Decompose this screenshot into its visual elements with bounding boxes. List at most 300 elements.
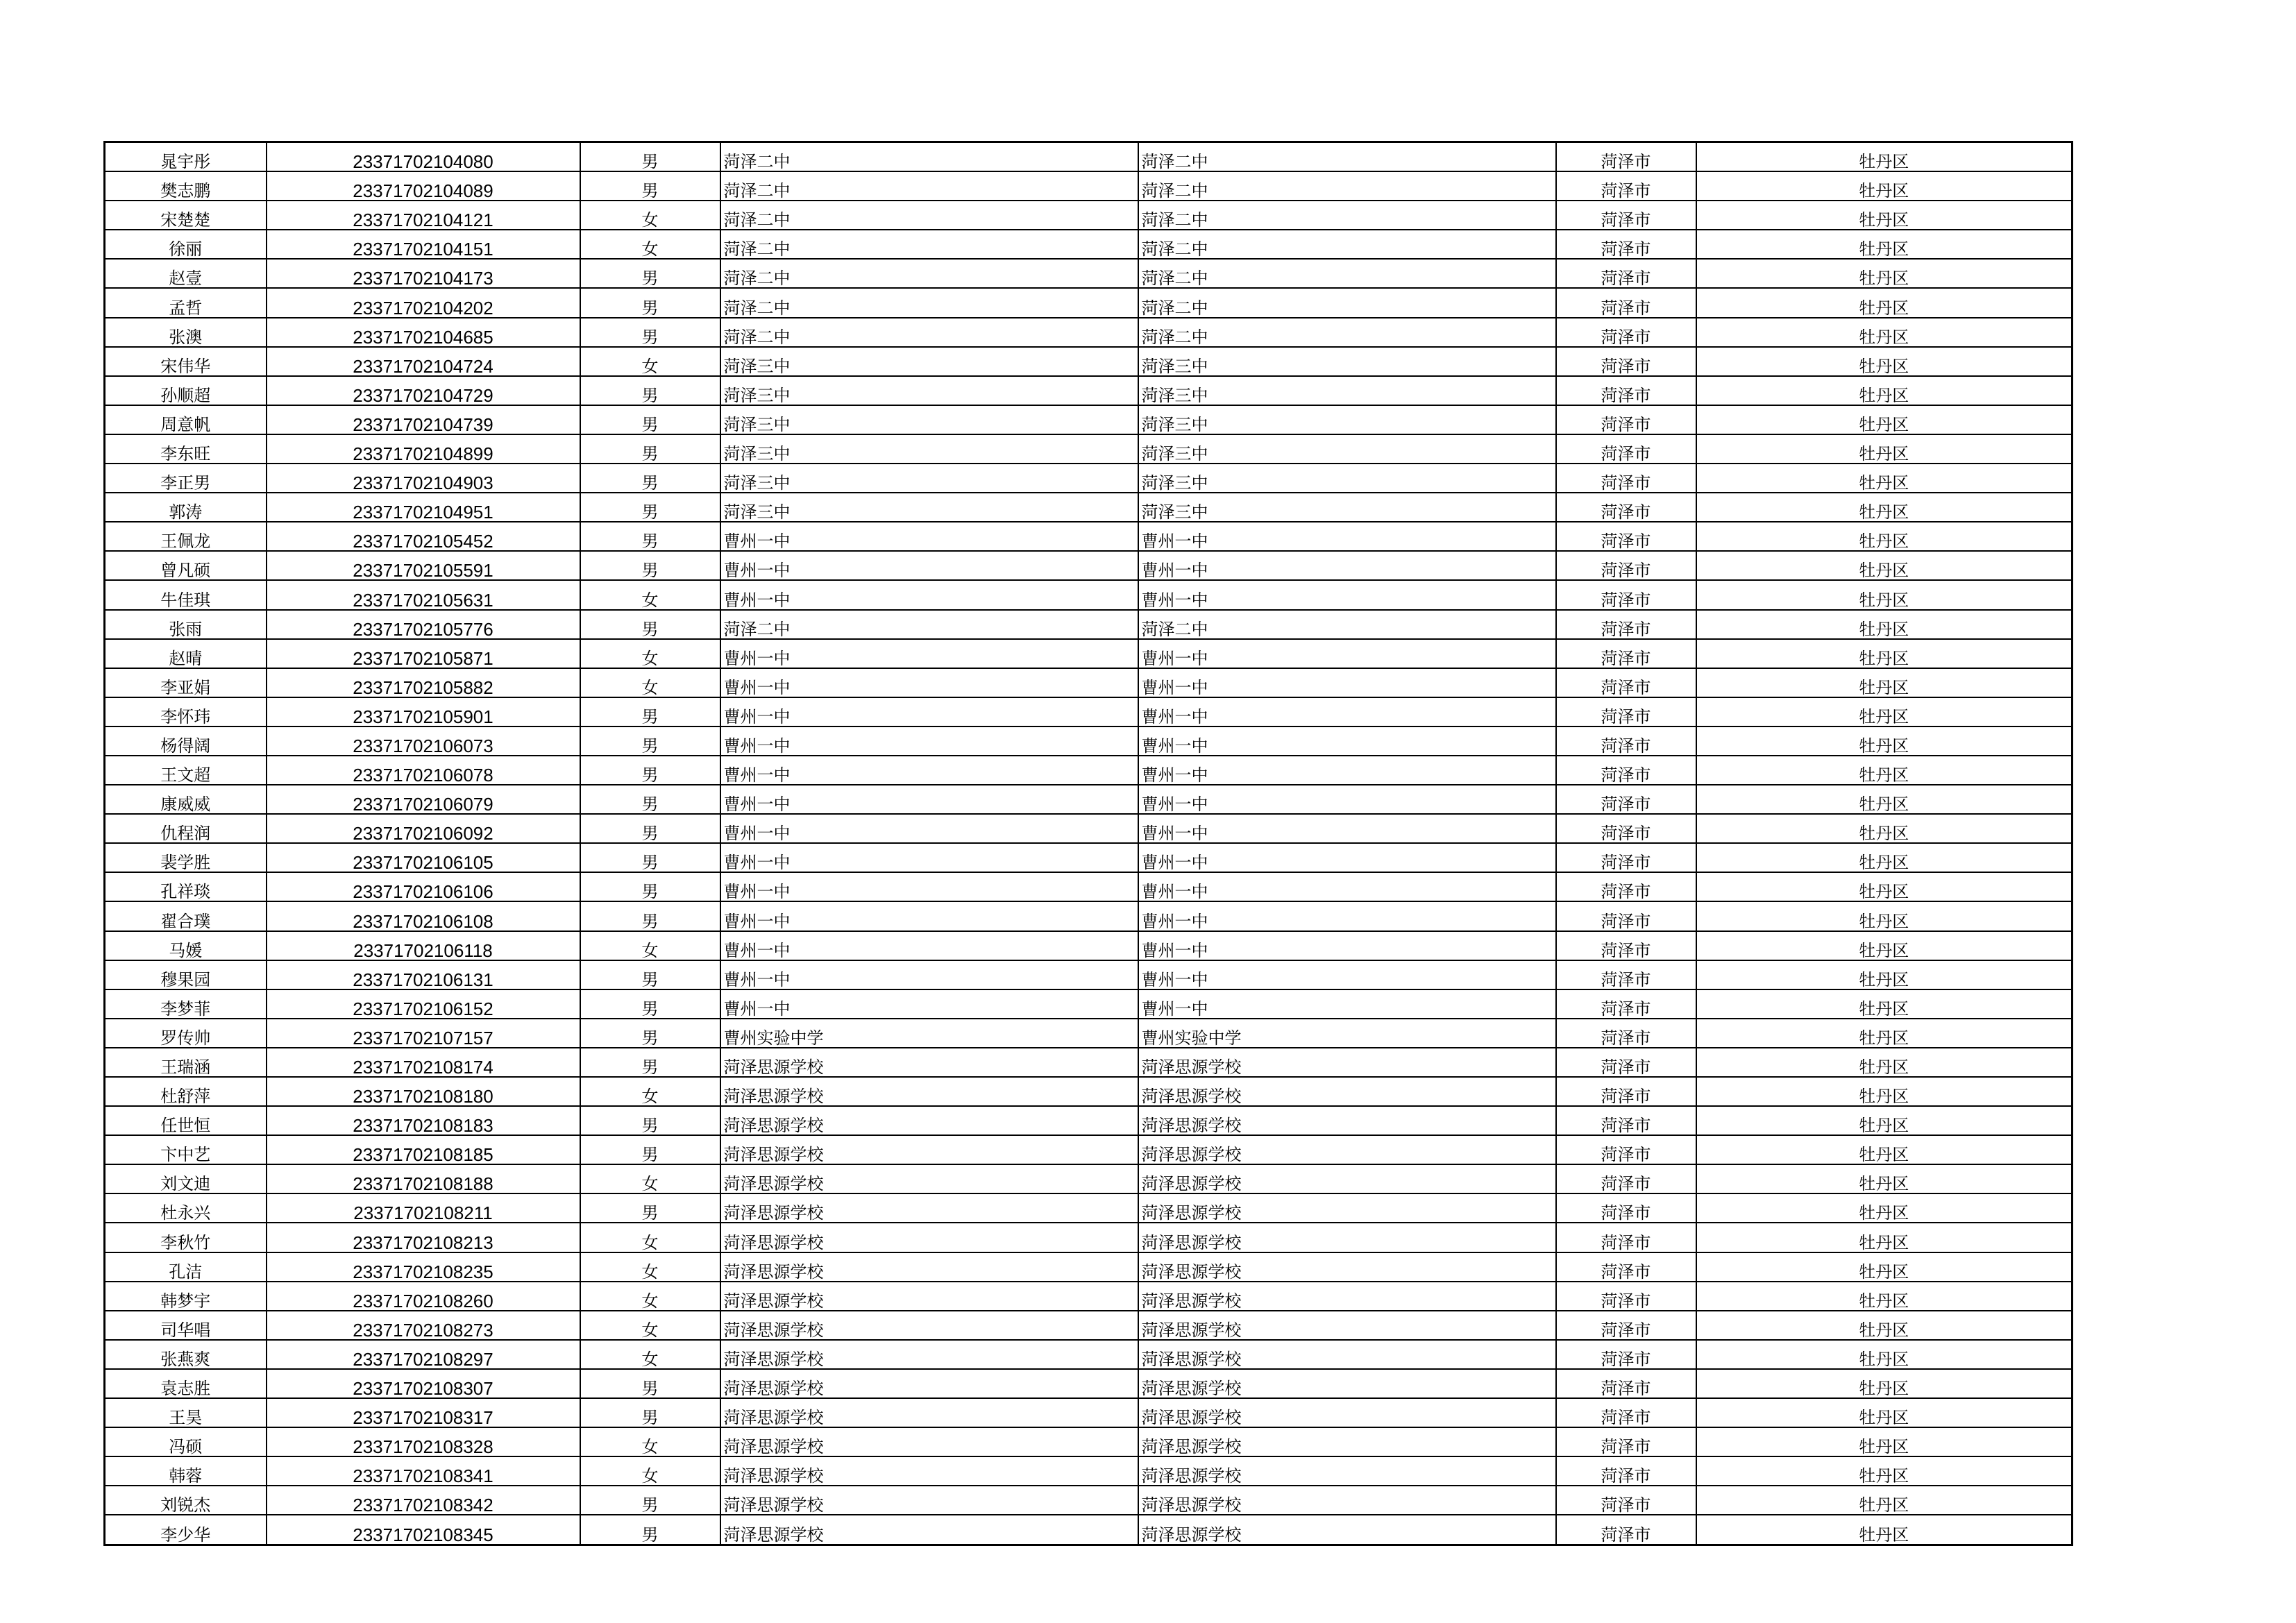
gender-cell: 女 — [580, 201, 720, 230]
gender-cell: 男 — [580, 142, 720, 172]
exam-number-cell: 23371702108297 — [267, 1340, 580, 1369]
gender-cell: 女 — [580, 1311, 720, 1340]
city-cell: 菏泽市 — [1556, 1048, 1696, 1077]
student-name-cell: 刘锐杰 — [105, 1486, 267, 1515]
city-cell: 菏泽市 — [1556, 1164, 1696, 1193]
city-cell: 菏泽市 — [1556, 639, 1696, 668]
city-cell: 菏泽市 — [1556, 288, 1696, 317]
student-name-cell: 徐丽 — [105, 230, 267, 259]
school-cell: 曹州一中 — [720, 580, 1138, 609]
exam-number-cell: 23371702108328 — [267, 1427, 580, 1456]
city-cell: 菏泽市 — [1556, 464, 1696, 493]
exam-number-cell: 23371702106092 — [267, 814, 580, 843]
table-row — [105, 1398, 2073, 1427]
table-row — [105, 697, 2073, 726]
school-secondary-cell: 曹州一中 — [1138, 785, 1556, 814]
district-cell: 牡丹区 — [1696, 1048, 2073, 1077]
school-secondary-cell: 菏泽二中 — [1138, 259, 1556, 288]
school-cell: 曹州一中 — [720, 785, 1138, 814]
district-cell: 牡丹区 — [1696, 376, 2073, 405]
exam-number-cell: 23371702108317 — [267, 1398, 580, 1427]
exam-number-cell: 23371702106079 — [267, 785, 580, 814]
table-row — [105, 989, 2073, 1019]
city-cell: 菏泽市 — [1556, 960, 1696, 989]
gender-cell: 男 — [580, 1019, 720, 1048]
table-row — [105, 288, 2073, 317]
city-cell: 菏泽市 — [1556, 318, 1696, 347]
gender-cell: 男 — [580, 697, 720, 726]
city-cell: 菏泽市 — [1556, 1340, 1696, 1369]
city-cell: 菏泽市 — [1556, 668, 1696, 697]
city-cell: 菏泽市 — [1556, 493, 1696, 522]
city-cell: 菏泽市 — [1556, 551, 1696, 580]
school-cell: 曹州一中 — [720, 872, 1138, 901]
school-cell: 菏泽二中 — [720, 259, 1138, 288]
exam-number-cell: 23371702108174 — [267, 1048, 580, 1077]
school-secondary-cell: 曹州一中 — [1138, 551, 1556, 580]
table-row — [105, 493, 2073, 522]
exam-number-cell: 23371702106078 — [267, 756, 580, 785]
exam-number-cell: 23371702104173 — [267, 259, 580, 288]
school-cell: 菏泽思源学校 — [720, 1311, 1138, 1340]
school-cell: 菏泽三中 — [720, 493, 1138, 522]
table-row — [105, 1282, 2073, 1311]
school-secondary-cell: 曹州实验中学 — [1138, 1019, 1556, 1048]
table-row — [105, 843, 2073, 872]
school-cell: 菏泽思源学校 — [720, 1456, 1138, 1486]
school-cell: 曹州一中 — [720, 668, 1138, 697]
gender-cell: 男 — [580, 610, 720, 639]
table-row — [105, 259, 2073, 288]
gender-cell: 男 — [580, 288, 720, 317]
school-secondary-cell: 菏泽二中 — [1138, 610, 1556, 639]
district-cell: 牡丹区 — [1696, 960, 2073, 989]
gender-cell: 女 — [580, 347, 720, 376]
table-row — [105, 1019, 2073, 1048]
student-name-cell: 李少华 — [105, 1515, 267, 1545]
school-cell: 曹州一中 — [720, 726, 1138, 756]
student-name-cell: 王昊 — [105, 1398, 267, 1427]
student-name-cell: 袁志胜 — [105, 1369, 267, 1398]
district-cell: 牡丹区 — [1696, 1252, 2073, 1282]
student-name-cell: 翟合璞 — [105, 901, 267, 931]
school-cell: 菏泽思源学校 — [720, 1398, 1138, 1427]
student-name-cell: 赵壹 — [105, 259, 267, 288]
district-cell: 牡丹区 — [1696, 1282, 2073, 1311]
school-cell: 菏泽思源学校 — [720, 1252, 1138, 1282]
gender-cell: 男 — [580, 1135, 720, 1164]
student-name-cell: 李亚娟 — [105, 668, 267, 697]
exam-number-cell: 23371702104089 — [267, 171, 580, 201]
city-cell: 菏泽市 — [1556, 405, 1696, 434]
city-cell: 菏泽市 — [1556, 434, 1696, 464]
school-cell: 菏泽三中 — [720, 376, 1138, 405]
student-name-cell: 周意帆 — [105, 405, 267, 434]
school-secondary-cell: 菏泽思源学校 — [1138, 1311, 1556, 1340]
gender-cell: 男 — [580, 785, 720, 814]
gender-cell: 女 — [580, 1427, 720, 1456]
gender-cell: 女 — [580, 1252, 720, 1282]
district-cell: 牡丹区 — [1696, 1515, 2073, 1545]
gender-cell: 男 — [580, 171, 720, 201]
school-secondary-cell: 菏泽三中 — [1138, 347, 1556, 376]
student-name-cell: 卞中艺 — [105, 1135, 267, 1164]
city-cell: 菏泽市 — [1556, 1515, 1696, 1545]
district-cell: 牡丹区 — [1696, 785, 2073, 814]
school-cell: 曹州一中 — [720, 522, 1138, 551]
school-cell: 菏泽二中 — [720, 171, 1138, 201]
gender-cell: 男 — [580, 318, 720, 347]
city-cell: 菏泽市 — [1556, 1456, 1696, 1486]
table-row — [105, 580, 2073, 609]
district-cell: 牡丹区 — [1696, 522, 2073, 551]
district-cell: 牡丹区 — [1696, 872, 2073, 901]
district-cell: 牡丹区 — [1696, 580, 2073, 609]
school-secondary-cell: 菏泽思源学校 — [1138, 1340, 1556, 1369]
city-cell: 菏泽市 — [1556, 171, 1696, 201]
school-cell: 曹州一中 — [720, 931, 1138, 960]
school-cell: 菏泽思源学校 — [720, 1164, 1138, 1193]
district-cell: 牡丹区 — [1696, 610, 2073, 639]
gender-cell: 男 — [580, 756, 720, 785]
school-secondary-cell: 菏泽思源学校 — [1138, 1486, 1556, 1515]
school-cell: 曹州一中 — [720, 960, 1138, 989]
student-name-cell: 李秋竹 — [105, 1223, 267, 1252]
table-row — [105, 376, 2073, 405]
school-secondary-cell: 菏泽三中 — [1138, 464, 1556, 493]
gender-cell: 男 — [580, 814, 720, 843]
exam-number-cell: 23371702104202 — [267, 288, 580, 317]
gender-cell: 女 — [580, 1077, 720, 1106]
student-roster-table — [103, 141, 2073, 1546]
table-row — [105, 171, 2073, 201]
exam-number-cell: 23371702108307 — [267, 1369, 580, 1398]
city-cell: 菏泽市 — [1556, 1223, 1696, 1252]
school-secondary-cell: 曹州一中 — [1138, 756, 1556, 785]
city-cell: 菏泽市 — [1556, 1282, 1696, 1311]
exam-number-cell: 23371702105871 — [267, 639, 580, 668]
school-secondary-cell: 菏泽三中 — [1138, 434, 1556, 464]
table-row — [105, 814, 2073, 843]
city-cell: 菏泽市 — [1556, 1398, 1696, 1427]
school-cell: 曹州一中 — [720, 551, 1138, 580]
district-cell: 牡丹区 — [1696, 1106, 2073, 1135]
school-cell: 曹州一中 — [720, 814, 1138, 843]
student-name-cell: 张澳 — [105, 318, 267, 347]
school-secondary-cell: 菏泽思源学校 — [1138, 1515, 1556, 1545]
gender-cell: 男 — [580, 901, 720, 931]
table-row — [105, 901, 2073, 931]
school-secondary-cell: 曹州一中 — [1138, 843, 1556, 872]
table-row — [105, 434, 2073, 464]
student-name-cell: 孙顺超 — [105, 376, 267, 405]
exam-number-cell: 23371702108211 — [267, 1193, 580, 1223]
exam-number-cell: 23371702106073 — [267, 726, 580, 756]
district-cell: 牡丹区 — [1696, 142, 2073, 172]
school-cell: 菏泽思源学校 — [720, 1340, 1138, 1369]
school-cell: 曹州一中 — [720, 697, 1138, 726]
table-row — [105, 1077, 2073, 1106]
table-row — [105, 1427, 2073, 1456]
city-cell: 菏泽市 — [1556, 989, 1696, 1019]
school-cell: 菏泽思源学校 — [720, 1369, 1138, 1398]
school-cell: 菏泽二中 — [720, 288, 1138, 317]
gender-cell: 男 — [580, 726, 720, 756]
district-cell: 牡丹区 — [1696, 288, 2073, 317]
city-cell: 菏泽市 — [1556, 142, 1696, 172]
student-name-cell: 孔洁 — [105, 1252, 267, 1282]
city-cell: 菏泽市 — [1556, 376, 1696, 405]
city-cell: 菏泽市 — [1556, 1077, 1696, 1106]
school-secondary-cell: 菏泽思源学校 — [1138, 1223, 1556, 1252]
gender-cell: 男 — [580, 1048, 720, 1077]
school-cell: 曹州一中 — [720, 901, 1138, 931]
gender-cell: 男 — [580, 434, 720, 464]
school-secondary-cell: 菏泽思源学校 — [1138, 1193, 1556, 1223]
city-cell: 菏泽市 — [1556, 230, 1696, 259]
school-secondary-cell: 菏泽思源学校 — [1138, 1252, 1556, 1282]
exam-number-cell: 23371702106106 — [267, 872, 580, 901]
district-cell: 牡丹区 — [1696, 989, 2073, 1019]
exam-number-cell: 23371702104951 — [267, 493, 580, 522]
school-cell: 曹州一中 — [720, 843, 1138, 872]
gender-cell: 男 — [580, 872, 720, 901]
school-cell: 菏泽思源学校 — [720, 1048, 1138, 1077]
student-name-cell: 韩蓉 — [105, 1456, 267, 1486]
exam-number-cell: 23371702104903 — [267, 464, 580, 493]
district-cell: 牡丹区 — [1696, 318, 2073, 347]
district-cell: 牡丹区 — [1696, 1456, 2073, 1486]
city-cell: 菏泽市 — [1556, 1019, 1696, 1048]
exam-number-cell: 23371702108341 — [267, 1456, 580, 1486]
school-secondary-cell: 菏泽二中 — [1138, 171, 1556, 201]
gender-cell: 女 — [580, 931, 720, 960]
school-cell: 曹州实验中学 — [720, 1019, 1138, 1048]
table-row — [105, 785, 2073, 814]
student-name-cell: 王瑞涵 — [105, 1048, 267, 1077]
school-cell: 菏泽二中 — [720, 201, 1138, 230]
school-secondary-cell: 菏泽三中 — [1138, 493, 1556, 522]
exam-number-cell: 23371702104080 — [267, 142, 580, 172]
table-row — [105, 756, 2073, 785]
exam-number-cell: 23371702108273 — [267, 1311, 580, 1340]
gender-cell: 男 — [580, 522, 720, 551]
district-cell: 牡丹区 — [1696, 1369, 2073, 1398]
table-row — [105, 960, 2073, 989]
exam-number-cell: 23371702105882 — [267, 668, 580, 697]
city-cell: 菏泽市 — [1556, 1369, 1696, 1398]
school-cell: 菏泽三中 — [720, 405, 1138, 434]
student-name-cell: 裴学胜 — [105, 843, 267, 872]
exam-number-cell: 23371702107157 — [267, 1019, 580, 1048]
student-name-cell: 曾凡硕 — [105, 551, 267, 580]
student-name-cell: 冯硕 — [105, 1427, 267, 1456]
gender-cell: 男 — [580, 1515, 720, 1545]
exam-number-cell: 23371702108345 — [267, 1515, 580, 1545]
gender-cell: 女 — [580, 1282, 720, 1311]
school-secondary-cell: 菏泽思源学校 — [1138, 1048, 1556, 1077]
school-secondary-cell: 曹州一中 — [1138, 580, 1556, 609]
table-row — [105, 1048, 2073, 1077]
district-cell: 牡丹区 — [1696, 259, 2073, 288]
student-name-cell: 仇程润 — [105, 814, 267, 843]
district-cell: 牡丹区 — [1696, 171, 2073, 201]
gender-cell: 女 — [580, 668, 720, 697]
school-secondary-cell: 菏泽二中 — [1138, 230, 1556, 259]
table-row — [105, 639, 2073, 668]
exam-number-cell: 23371702106105 — [267, 843, 580, 872]
school-secondary-cell: 菏泽思源学校 — [1138, 1077, 1556, 1106]
table-row — [105, 610, 2073, 639]
school-cell: 菏泽思源学校 — [720, 1515, 1138, 1545]
district-cell: 牡丹区 — [1696, 1398, 2073, 1427]
student-name-cell: 樊志鹏 — [105, 171, 267, 201]
student-name-cell: 宋楚楚 — [105, 201, 267, 230]
gender-cell: 男 — [580, 1106, 720, 1135]
school-secondary-cell: 曹州一中 — [1138, 814, 1556, 843]
table-row — [105, 1369, 2073, 1398]
student-name-cell: 任世恒 — [105, 1106, 267, 1135]
student-name-cell: 张雨 — [105, 610, 267, 639]
school-secondary-cell: 菏泽二中 — [1138, 142, 1556, 172]
exam-number-cell: 23371702104121 — [267, 201, 580, 230]
student-name-cell: 罗传帅 — [105, 1019, 267, 1048]
exam-number-cell: 23371702104739 — [267, 405, 580, 434]
school-cell: 菏泽三中 — [720, 347, 1138, 376]
table-row — [105, 1106, 2073, 1135]
school-secondary-cell: 曹州一中 — [1138, 901, 1556, 931]
school-cell: 曹州一中 — [720, 756, 1138, 785]
city-cell: 菏泽市 — [1556, 201, 1696, 230]
city-cell: 菏泽市 — [1556, 931, 1696, 960]
gender-cell: 男 — [580, 376, 720, 405]
exam-number-cell: 23371702104685 — [267, 318, 580, 347]
school-secondary-cell: 曹州一中 — [1138, 522, 1556, 551]
table-row — [105, 318, 2073, 347]
district-cell: 牡丹区 — [1696, 551, 2073, 580]
city-cell: 菏泽市 — [1556, 1486, 1696, 1515]
district-cell: 牡丹区 — [1696, 668, 2073, 697]
school-cell: 菏泽二中 — [720, 230, 1138, 259]
student-name-cell: 马媛 — [105, 931, 267, 960]
school-secondary-cell: 曹州一中 — [1138, 960, 1556, 989]
table-row — [105, 1135, 2073, 1164]
gender-cell: 男 — [580, 405, 720, 434]
table-row — [105, 1515, 2073, 1545]
city-cell: 菏泽市 — [1556, 1311, 1696, 1340]
school-cell: 菏泽二中 — [720, 318, 1138, 347]
student-name-cell: 张燕爽 — [105, 1340, 267, 1369]
school-secondary-cell: 曹州一中 — [1138, 639, 1556, 668]
student-name-cell: 杨得阔 — [105, 726, 267, 756]
school-secondary-cell: 曹州一中 — [1138, 726, 1556, 756]
gender-cell: 男 — [580, 989, 720, 1019]
school-cell: 菏泽思源学校 — [720, 1427, 1138, 1456]
exam-number-cell: 23371702108342 — [267, 1486, 580, 1515]
school-cell: 菏泽三中 — [720, 464, 1138, 493]
school-cell: 菏泽思源学校 — [720, 1077, 1138, 1106]
school-cell: 菏泽思源学校 — [720, 1106, 1138, 1135]
school-cell: 菏泽思源学校 — [720, 1193, 1138, 1223]
exam-number-cell: 23371702104729 — [267, 376, 580, 405]
table-row — [105, 872, 2073, 901]
student-name-cell: 李正男 — [105, 464, 267, 493]
school-secondary-cell: 菏泽思源学校 — [1138, 1135, 1556, 1164]
table-row — [105, 405, 2073, 434]
gender-cell: 女 — [580, 1456, 720, 1486]
district-cell: 牡丹区 — [1696, 639, 2073, 668]
gender-cell: 男 — [580, 1486, 720, 1515]
exam-number-cell: 23371702108235 — [267, 1252, 580, 1282]
gender-cell: 男 — [580, 551, 720, 580]
district-cell: 牡丹区 — [1696, 726, 2073, 756]
school-secondary-cell: 曹州一中 — [1138, 872, 1556, 901]
school-secondary-cell: 菏泽二中 — [1138, 288, 1556, 317]
city-cell: 菏泽市 — [1556, 697, 1696, 726]
school-cell: 菏泽二中 — [720, 142, 1138, 172]
district-cell: 牡丹区 — [1696, 756, 2073, 785]
city-cell: 菏泽市 — [1556, 347, 1696, 376]
table-row — [105, 230, 2073, 259]
student-name-cell: 杜舒萍 — [105, 1077, 267, 1106]
school-secondary-cell: 菏泽思源学校 — [1138, 1427, 1556, 1456]
student-name-cell: 晁宇彤 — [105, 142, 267, 172]
table-row — [105, 668, 2073, 697]
district-cell: 牡丹区 — [1696, 1135, 2073, 1164]
exam-number-cell: 23371702105901 — [267, 697, 580, 726]
student-name-cell: 穆果园 — [105, 960, 267, 989]
district-cell: 牡丹区 — [1696, 493, 2073, 522]
district-cell: 牡丹区 — [1696, 1193, 2073, 1223]
city-cell: 菏泽市 — [1556, 1106, 1696, 1135]
school-secondary-cell: 菏泽三中 — [1138, 376, 1556, 405]
table-row — [105, 1252, 2073, 1282]
school-secondary-cell: 菏泽思源学校 — [1138, 1282, 1556, 1311]
table-body — [105, 142, 2073, 1545]
gender-cell: 男 — [580, 960, 720, 989]
student-name-cell: 郭涛 — [105, 493, 267, 522]
student-name-cell: 李东旺 — [105, 434, 267, 464]
district-cell: 牡丹区 — [1696, 230, 2073, 259]
table-row — [105, 347, 2073, 376]
table-row — [105, 1193, 2073, 1223]
table-row — [105, 142, 2073, 172]
school-secondary-cell: 菏泽二中 — [1138, 318, 1556, 347]
district-cell: 牡丹区 — [1696, 1019, 2073, 1048]
student-name-cell: 牛佳琪 — [105, 580, 267, 609]
exam-number-cell: 23371702108188 — [267, 1164, 580, 1193]
gender-cell: 男 — [580, 1369, 720, 1398]
gender-cell: 女 — [580, 1223, 720, 1252]
city-cell: 菏泽市 — [1556, 580, 1696, 609]
city-cell: 菏泽市 — [1556, 522, 1696, 551]
district-cell: 牡丹区 — [1696, 405, 2073, 434]
student-name-cell: 杜永兴 — [105, 1193, 267, 1223]
school-secondary-cell: 曹州一中 — [1138, 989, 1556, 1019]
exam-number-cell: 23371702105631 — [267, 580, 580, 609]
district-cell: 牡丹区 — [1696, 1223, 2073, 1252]
table-row — [105, 931, 2073, 960]
school-cell: 菏泽思源学校 — [720, 1223, 1138, 1252]
city-cell: 菏泽市 — [1556, 1252, 1696, 1282]
school-secondary-cell: 菏泽三中 — [1138, 405, 1556, 434]
exam-number-cell: 23371702104899 — [267, 434, 580, 464]
student-name-cell: 孟哲 — [105, 288, 267, 317]
city-cell: 菏泽市 — [1556, 901, 1696, 931]
gender-cell: 男 — [580, 1193, 720, 1223]
school-secondary-cell: 菏泽思源学校 — [1138, 1106, 1556, 1135]
school-secondary-cell: 菏泽思源学校 — [1138, 1369, 1556, 1398]
